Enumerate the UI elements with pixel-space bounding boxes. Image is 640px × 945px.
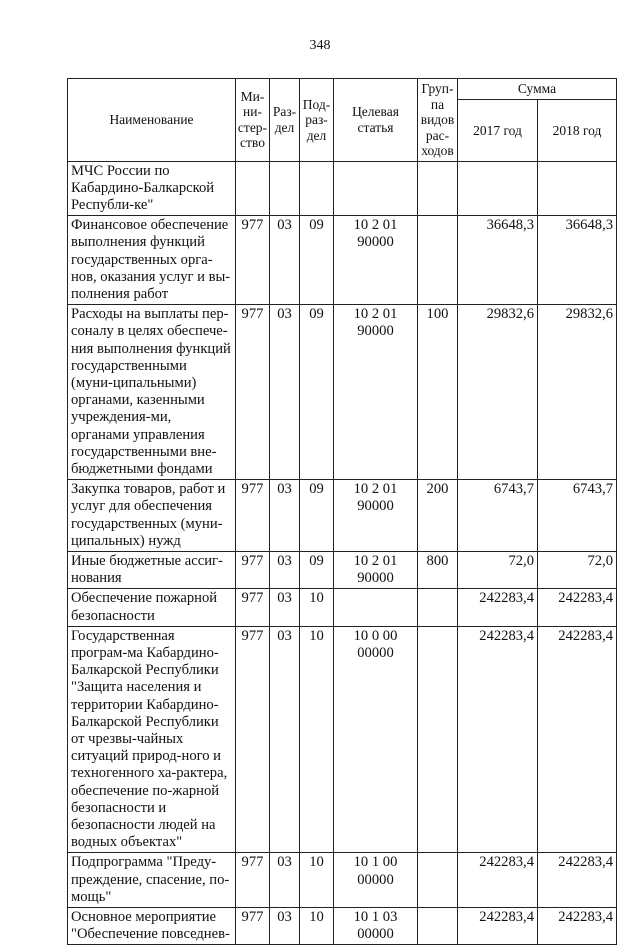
table-row — [68, 589, 617, 626]
row-subsection: 10 — [300, 589, 334, 626]
row-sum-2018 — [538, 161, 617, 216]
table-row — [68, 626, 617, 853]
table-row — [68, 161, 617, 216]
row-expense-group — [418, 216, 458, 305]
row-ministry: 977 — [236, 853, 270, 908]
row-target-article: 10 2 01 90000 — [334, 216, 418, 305]
row-sum-2018: 242283,4 — [538, 626, 617, 853]
row-target-article: 10 0 00 00000 — [334, 626, 418, 853]
row-sum-2017: 36648,3 — [458, 216, 538, 305]
header-year-2017: 2017 год — [458, 100, 538, 162]
row-subsection: 09 — [300, 216, 334, 305]
row-target-article: 10 1 00 00000 — [334, 853, 418, 908]
table-row — [68, 305, 617, 480]
row-expense-group — [418, 908, 458, 945]
header-ministry: Ми-ни-стер-ство — [236, 79, 270, 162]
row-name: Закупка товаров, работ и услуг для обеспечения государственных (муни-ципальных) нужд — [68, 480, 236, 552]
row-expense-group: 800 — [418, 551, 458, 588]
row-name: Финансовое обеспечение выполнения функций государственных орга-нов, оказания услуг и вы-полнения работ — [68, 216, 236, 305]
row-target-article — [334, 589, 418, 626]
row-name: Иные бюджетные ассиг-нования — [68, 551, 236, 588]
table-row — [68, 551, 617, 588]
table-row — [68, 480, 617, 552]
header-section: Раз-дел — [270, 79, 300, 162]
row-name: МЧС России по Кабардино-Балкарской Республи-ке" — [68, 161, 236, 216]
row-name: Государственная програм-ма Кабардино-Балкарской Республики "Защита населения и территории Кабардино-Балкарской Республики от чрезвы-чайных ситуаций природ-ного и техногенного ха-рактера, обеспечение по-жарной безопасности и безопасности людей на водных объектах" — [68, 626, 236, 853]
row-name: Обеспечение пожарной безопасности — [68, 589, 236, 626]
row-target-article: 10 1 03 00000 — [334, 908, 418, 945]
row-target-article: 10 2 01 90000 — [334, 305, 418, 480]
row-expense-group: 200 — [418, 480, 458, 552]
budget-table — [67, 78, 617, 945]
table-body — [68, 161, 617, 945]
table-row — [68, 216, 617, 305]
row-expense-group — [418, 161, 458, 216]
row-section: 03 — [270, 589, 300, 626]
page-bottom-edge — [0, 893, 640, 905]
row-ministry: 977 — [236, 305, 270, 480]
row-sum-2018: 29832,6 — [538, 305, 617, 480]
row-section — [270, 161, 300, 216]
row-target-article — [334, 161, 418, 216]
row-name: Расходы на выплаты пер-соналу в целях обеспече-ния выполнения функций государственными (муни-ципальными) органами, казенными учреждения-ми, органами управления государственными вне-бюджетными фондами — [68, 305, 236, 480]
row-sum-2017: 242283,4 — [458, 908, 538, 945]
header-expense-group: Груп-па видов рас-ходов — [418, 79, 458, 162]
row-section: 03 — [270, 551, 300, 588]
row-ministry: 977 — [236, 626, 270, 853]
row-section: 03 — [270, 216, 300, 305]
row-target-article: 10 2 01 90000 — [334, 480, 418, 552]
row-sum-2017: 29832,6 — [458, 305, 538, 480]
row-subsection: 10 — [300, 908, 334, 945]
table-row — [68, 908, 617, 945]
row-ministry: 977 — [236, 589, 270, 626]
row-sum-2017 — [458, 161, 538, 216]
row-sum-2017: 6743,7 — [458, 480, 538, 552]
row-sum-2018: 242283,4 — [538, 908, 617, 945]
row-ministry: 977 — [236, 480, 270, 552]
row-subsection: 09 — [300, 480, 334, 552]
header-sum: Сумма — [458, 79, 617, 100]
row-subsection — [300, 161, 334, 216]
row-subsection: 10 — [300, 853, 334, 908]
row-expense-group — [418, 589, 458, 626]
page-number: 348 — [309, 38, 331, 53]
header-year-2018: 2018 год — [538, 100, 617, 162]
row-ministry: 977 — [236, 908, 270, 945]
row-sum-2017: 242283,4 — [458, 626, 538, 853]
row-section: 03 — [270, 853, 300, 908]
row-sum-2018: 242283,4 — [538, 589, 617, 626]
row-section: 03 — [270, 480, 300, 552]
row-subsection: 10 — [300, 626, 334, 853]
row-expense-group: 100 — [418, 305, 458, 480]
row-ministry: 977 — [236, 216, 270, 305]
row-sum-2018: 72,0 — [538, 551, 617, 588]
row-sum-2018: 242283,4 — [538, 853, 617, 908]
row-name: Подпрограмма "Преду-преждение, спасение, по-мощь" — [68, 853, 236, 908]
row-section: 03 — [270, 626, 300, 853]
row-sum-2017: 242283,4 — [458, 853, 538, 908]
row-sum-2018: 36648,3 — [538, 216, 617, 305]
header-name: Наименование — [68, 79, 236, 162]
row-target-article: 10 2 01 90000 — [334, 551, 418, 588]
row-ministry: 977 — [236, 551, 270, 588]
row-subsection: 09 — [300, 551, 334, 588]
row-section: 03 — [270, 908, 300, 945]
row-sum-2017: 242283,4 — [458, 589, 538, 626]
table-header — [68, 79, 617, 162]
row-sum-2017: 72,0 — [458, 551, 538, 588]
header-target-article: Целевая статья — [334, 79, 418, 162]
row-section: 03 — [270, 305, 300, 480]
row-ministry — [236, 161, 270, 216]
header-subsection: Под-раз-дел — [300, 79, 334, 162]
row-expense-group — [418, 626, 458, 853]
row-sum-2018: 6743,7 — [538, 480, 617, 552]
row-subsection: 09 — [300, 305, 334, 480]
row-name: Основное мероприятие "Обеспечение повседнев- — [68, 908, 236, 945]
